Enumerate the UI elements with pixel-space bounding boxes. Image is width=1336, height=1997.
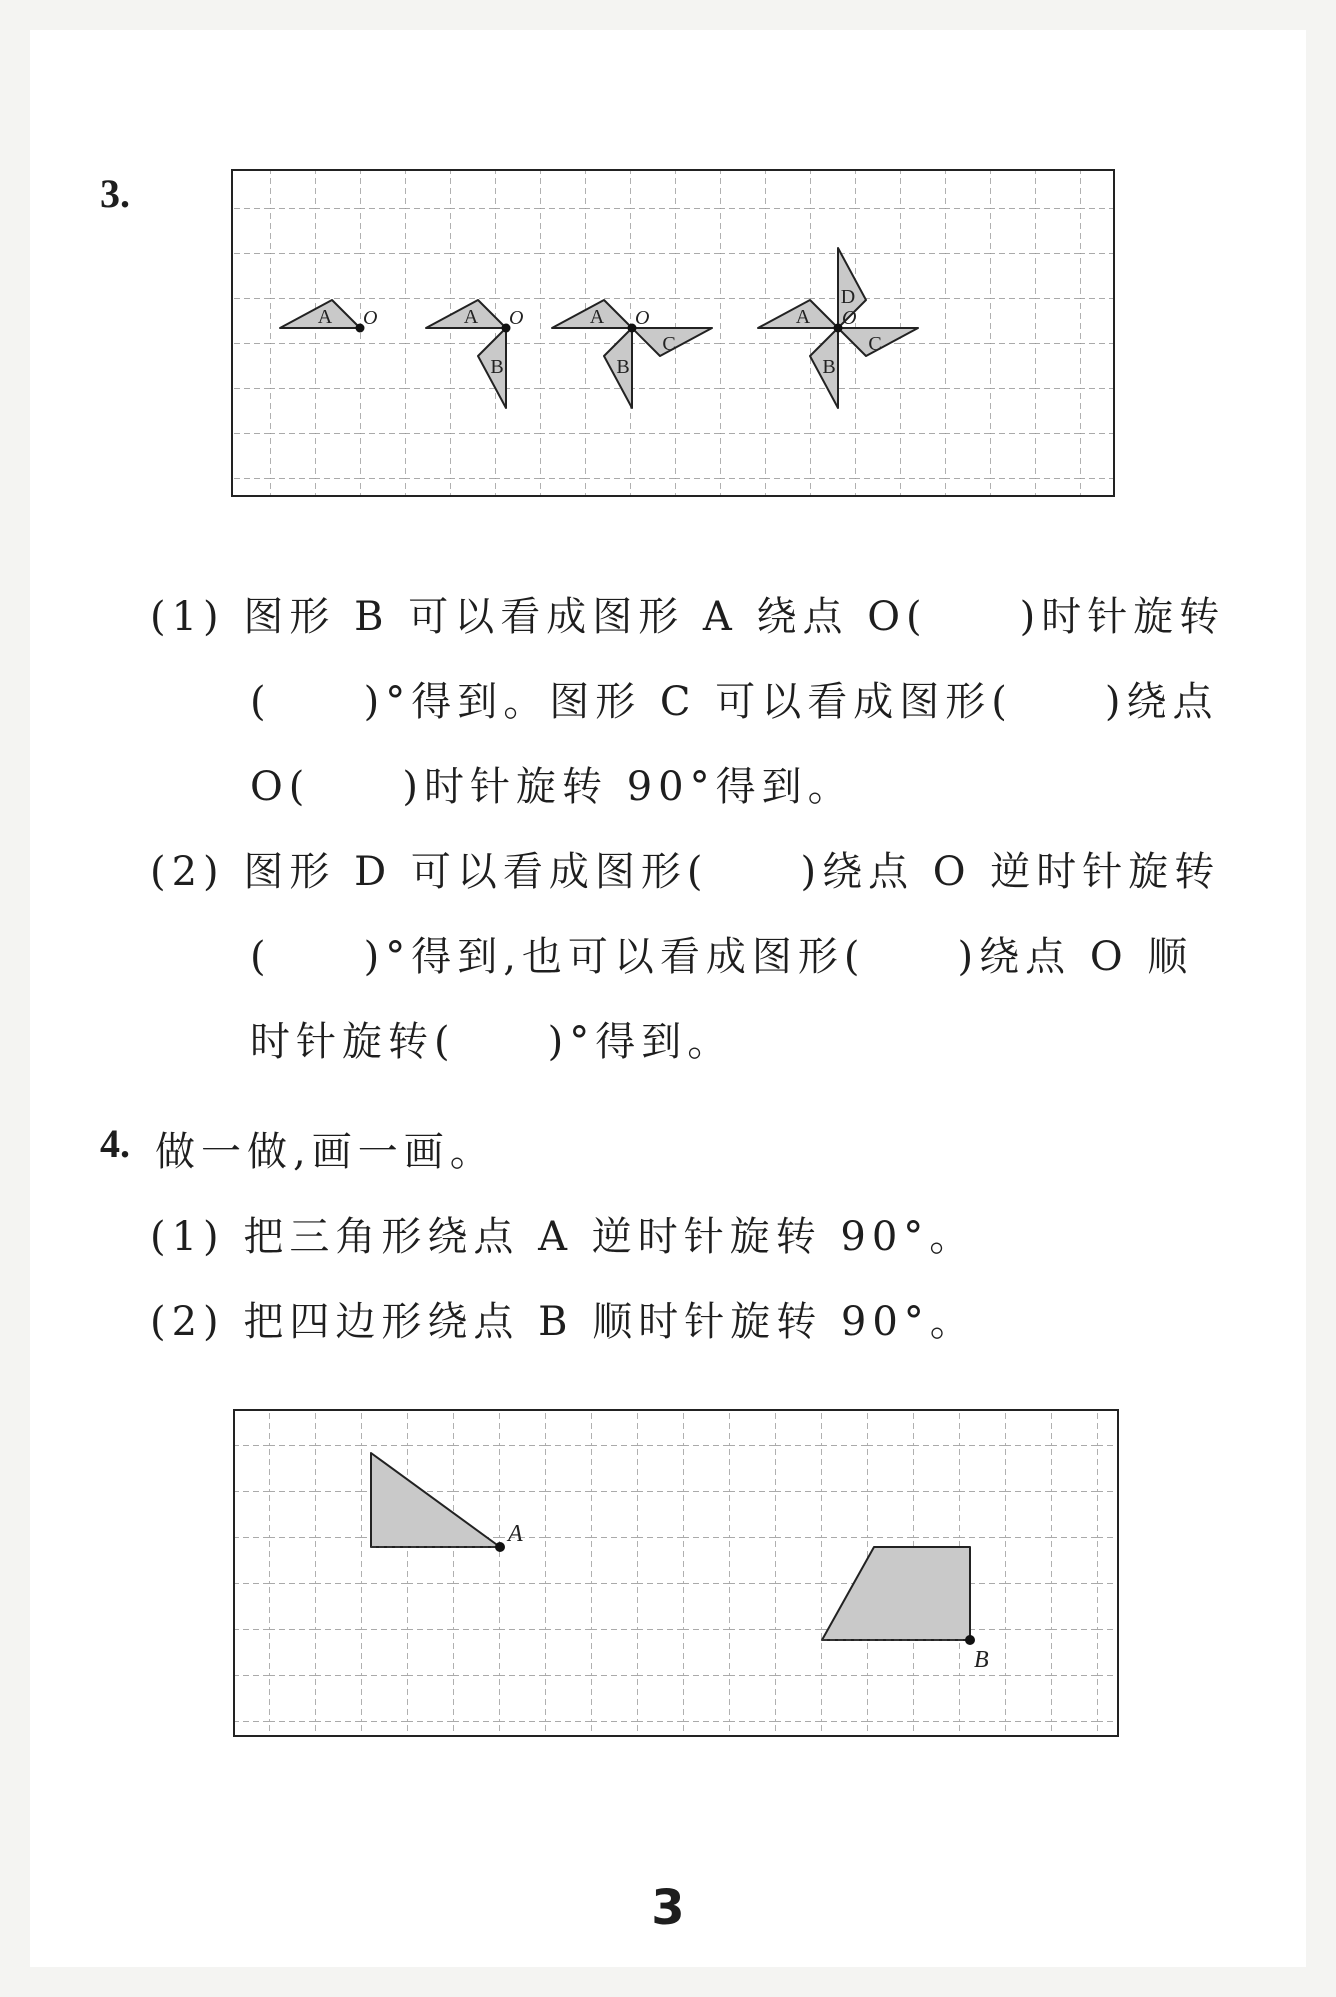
q3-label-A: A xyxy=(589,306,605,328)
q3-part1-line2: ( )°得到。图形 C 可以看成图形( )绕点 xyxy=(250,679,1219,725)
q3-label-O: O xyxy=(509,307,524,329)
q4-drawing-grid[interactable] xyxy=(232,1408,1120,1738)
q3-part1-line3: O( )时针旋转 90°得到。 xyxy=(250,764,854,810)
q4-point-A xyxy=(495,1542,505,1552)
q4-part1: (1) 把三角形绕点 A 逆时针旋转 90°。 xyxy=(150,1214,976,1260)
q3-label-B: B xyxy=(822,356,836,378)
q3-label-C: C xyxy=(868,333,882,355)
q3-part1-line1: (1) 图形 B 可以看成图形 A 绕点 O( )时针旋转 xyxy=(150,594,1226,640)
q4-point-B xyxy=(965,1635,975,1645)
q3-label-A: A xyxy=(463,306,479,328)
q4-label-A: A xyxy=(508,1521,523,1547)
q3-part2-line1: (2) 图形 D 可以看成图形( )绕点 O 逆时针旋转 xyxy=(150,849,1221,895)
q3-label-O: O xyxy=(842,307,857,329)
q3-part2-line3: 时针旋转( )°得到。 xyxy=(250,1019,734,1065)
q3-label-O: O xyxy=(363,307,378,329)
workbook-page xyxy=(30,30,1306,1967)
question-4-number: 4. xyxy=(100,1121,130,1166)
q3-label-O: O xyxy=(635,307,650,329)
question-3-number: 3. xyxy=(100,171,130,216)
q3-rotation-figure xyxy=(230,168,1116,498)
q3-label-B: B xyxy=(616,356,630,378)
q3-part2-line2: ( )°得到,也可以看成图形( )绕点 O 顺 xyxy=(250,934,1194,980)
page-number: 3 xyxy=(651,1880,685,1936)
q4-title: 做一做,画一画。 xyxy=(155,1129,496,1175)
q3-label-B: B xyxy=(490,356,504,378)
q4-label-B: B xyxy=(974,1647,989,1673)
q3-label-D: D xyxy=(840,286,856,308)
q3-label-C: C xyxy=(662,333,676,355)
q4-part2: (2) 把四边形绕点 B 顺时针旋转 90°。 xyxy=(150,1299,976,1345)
q3-label-A: A xyxy=(317,306,333,328)
q3-label-A: A xyxy=(795,306,811,328)
